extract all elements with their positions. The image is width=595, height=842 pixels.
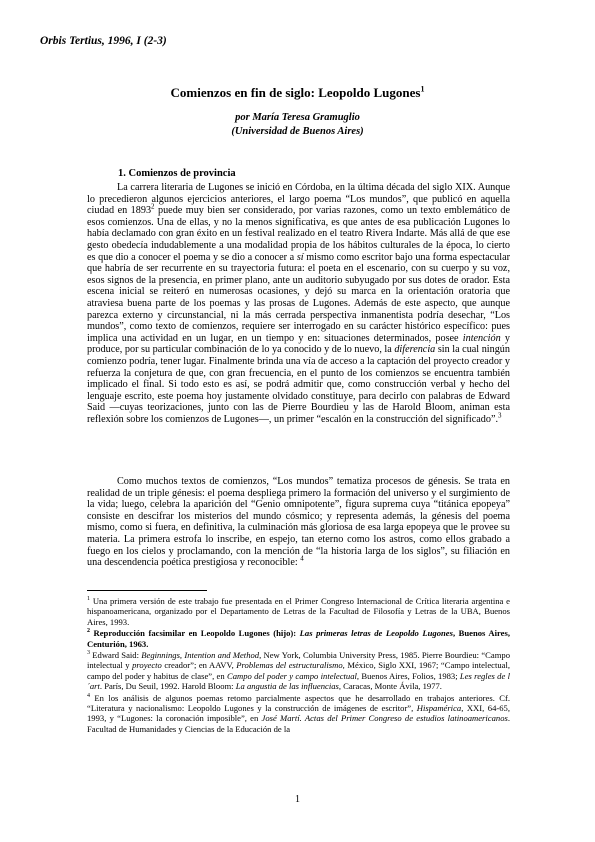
body-paragraph-1 bbox=[87, 182, 510, 425]
footnote-number: 4 bbox=[87, 692, 90, 699]
footnote-number: 1 bbox=[87, 596, 90, 603]
footnote-marker-2[interactable]: 2 bbox=[151, 202, 155, 211]
emphasis: intención bbox=[462, 332, 501, 344]
footnote-text: , Buenos Aires, Centurión, 1963. bbox=[87, 628, 510, 649]
text-run: Como muchos textos de comienzos, “Los mundos” tematiza procesos de génesis. Se trata en realidad de un triple génesis: el poema despliega primero la formación del universo y el surgimiento de la vida; luego, celebra la aparición del “Genio omnipotente”, figura suprema cuya “titánica epopeya” consiste en descifrar los misterios del mundo cósmico; y representa además, la génesis del poema mismo, como si fuera, en definitiva, la culminación más gloriosa de esa larga epopeya que le provee su materia. La primera estrofa lo inscribe, en espejo, tan eterno como los astros, como ellos grabado a fuego en los cielos y proclamando, con la mención de “la historia larga de los siglos”, su filiación en una descendencia poética prestigiosa y reconocible: bbox=[87, 476, 510, 569]
emphasis: La angustia de las influencias bbox=[235, 681, 339, 692]
emphasis: diferencia bbox=[394, 344, 436, 356]
title-text: Comienzos en fin de siglo: Leopoldo Lugones bbox=[170, 85, 421, 100]
emphasis: Problemas del estructuralismo bbox=[236, 660, 343, 671]
running-head: Orbis Tertius, 1996, I (2-3) bbox=[40, 35, 167, 47]
footnotes bbox=[87, 596, 510, 735]
footnote-text: , XXI, 64-65, 1993, y “Lugones: la coronación imposible”, en bbox=[87, 703, 510, 724]
emphasis: Hispamérica bbox=[416, 703, 462, 714]
emphasis: sí bbox=[296, 251, 304, 263]
footnote-text: Edward Said: bbox=[90, 650, 142, 661]
emphasis: Les regles de l´art bbox=[87, 670, 510, 692]
footnote-2 bbox=[87, 628, 510, 649]
footnote-text: , New York, Columbia University Press, 1985. Pierre Bourdieu: “Campo intelectual y bbox=[87, 650, 510, 671]
footnote-text: , Buenos Aires, Folios, 1983; bbox=[356, 670, 460, 681]
section-heading: 1. Comienzos de provincia bbox=[118, 168, 236, 179]
footnote-number: 3 bbox=[87, 650, 90, 657]
footnote-text: Una primera versión de este trabajo fue presentada en el Primer Congreso Internacional de Crítica literaria argentina e hispanoamericana, organizado por el Departamento de Letras de la Facultad de Filosofía y Letras de la UBA, Buenos Aires, 1993. bbox=[87, 596, 510, 627]
footnote-text: . París, Du Seuil, 1992. Harold Bloom: bbox=[99, 681, 236, 692]
text-run: puede muy bien ser considerado, por varias razones, como un texto emblemático de esos comienzos. Una de ellas, y no la menos significativa, es que antes de esa publicación Lugones lo había declamado con gran éxito en un festival realizado en el teatro Rivera Indarte. Más allá de que ese gesto obedecía indudablemente a una modalidad propia de los hábitos culturales de la época, lo cierto es que dio a conocer el poema y se dio a conocer a bbox=[87, 205, 510, 263]
text-run: La carrera literaria de Lugones se inició en Córdoba, en la última década del siglo XIX. Aunque lo precedieron algunos ejercicios anteriores, el largo poema “Los mundos”, que publicó en aquella ciudad en 1893 bbox=[87, 182, 510, 217]
text-run: sin la cual ningún comienzo podría, tener lugar. Finalmente brinda una vía de acceso a la captación del proyecto creador y refuerza la conjetura de que, con gran frecuencia, en el punto de los comienzos se encuentra también implicado el final. Si todo esto es así, se podrá admitir que, como construcción verbal y hecho del lenguaje escrito, este poema hoy justamente olvidado constituye, para decirlo con palabras de Edward Said —cuyas teorizaciones, junto con las de Pierre Bourdieu y las de Harold Bloom, animan esta reflexión sobre los comienzos de Lugones—, un primer “escalón en la construcción del significado”. bbox=[87, 344, 510, 425]
footnote-text: En los análisis de algunos poemas retomo parcialmente aspectos que he desarrollado en trabajos anteriores. Cf. “Literatura y nacionalismo: Leopoldo Lugones y la construcción de imágenes de escritor”, bbox=[87, 692, 510, 714]
footnote-separator bbox=[87, 590, 207, 591]
emphasis: Campo del poder y campo intelectual bbox=[226, 670, 357, 681]
page-number: 1 bbox=[295, 794, 300, 805]
footnote-1 bbox=[87, 596, 510, 627]
affiliation-line: (Universidad de Buenos Aires) bbox=[231, 126, 364, 137]
emphasis: Beginnings, Intention and Method bbox=[141, 650, 260, 661]
footnote-4 bbox=[87, 693, 510, 735]
footnote-text: Reproducción facsimilar en Leopoldo Lugones (hijo): bbox=[90, 628, 300, 639]
emphasis: José Martí. Actas del Primer Congreso de estudios latinoamericanos bbox=[261, 713, 508, 724]
title-footnote-marker[interactable]: 1 bbox=[420, 84, 425, 94]
footnote-text: . Facultad de Humanidades y Ciencias de la Educación de la bbox=[87, 713, 510, 734]
footnote-number: 2 bbox=[87, 628, 90, 635]
text-run: y produce, por su particular combinación de lo ya conocido y de lo nuevo, la bbox=[87, 332, 510, 356]
author-line: por María Teresa Gramuglio bbox=[235, 112, 360, 123]
text-run: mismo como escritor bajo una forma espectacular que habría de ser recurrente en su trayectoria futura: el poeta en el escenario, con su cuerpo y su voz, esos signos de la presencia, en primer plano, ante un auditorio subyugado por sus dotes de orador. Esta escena inicial se reiteró en numerosas ocasiones, y dejó su marca en la orientación oratoria que atraviesa buena parte de los poemas y las prosas de Lugones. Además de este aspecto, que aunque parezca externo y circunstancial, ni la más cerrada perspectiva inmanentista podría desechar, “Los mundos”, como texto de comienzos, requiere ser interrogado en su carácter histórico específico: pues implica una actividad en un lugar, en un tiempo y en: situaciones determinados, posee bbox=[87, 251, 510, 344]
footnote-marker-4[interactable]: 4 bbox=[300, 554, 304, 563]
emphasis: proyecto bbox=[132, 660, 162, 671]
footnote-marker-3[interactable]: 3 bbox=[498, 411, 502, 420]
emphasis: Las primeras letras de Leopoldo Lugones bbox=[299, 628, 453, 639]
footnote-text: creador”; en AAVV, bbox=[161, 660, 237, 671]
footnote-3 bbox=[87, 650, 510, 692]
footnote-text: , México, Siglo XXI, 1967; “Campo intelectual, campo del poder y habitus de clase”, en bbox=[87, 660, 510, 681]
body-paragraph-2 bbox=[87, 476, 510, 569]
article-title bbox=[0, 85, 595, 101]
footnote-text: , Caracas, Monte Ávila, 1977. bbox=[338, 681, 442, 692]
